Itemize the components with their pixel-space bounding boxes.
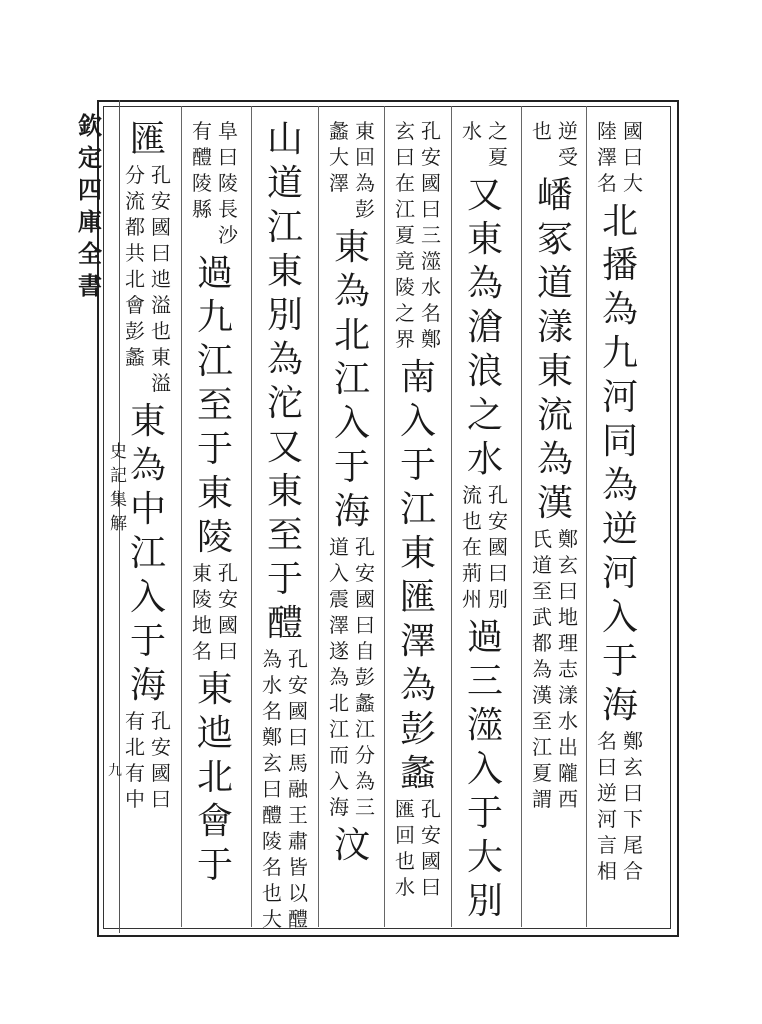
annotation-pair [532,526,578,812]
annotation-right: 孔 安 國 曰 三 澨 水 名 鄭 [421,119,441,351]
annotation-left: 東 陵 地 名 [192,561,212,663]
column-rule [251,106,252,927]
column-rule [586,106,587,927]
annotation-pair [192,118,238,248]
annotation-right: 孔 安 國 曰 [218,561,238,663]
annotation-right: 孔 安 國 曰 [151,709,171,811]
column-rule [318,106,319,927]
main-text: 東 為 中 江 入 于 海 [130,401,167,706]
annotation-pair [262,646,308,932]
annotation-left: 陸 澤 名 [597,119,617,195]
main-text: 匯 [130,119,167,160]
annotation-right: 逆 受 [558,119,578,169]
main-text: 山 道 江 東 別 為 沱 又 東 至 于 醴 [267,119,304,644]
main-text: 過 九 江 至 于 東 陵 [197,253,234,558]
column-rule [451,106,452,927]
annotation-right: 孔 安 國 曰 別 [488,483,508,611]
annotation-right: 鄭 玄 曰 地 理 志 漾 水 出 隴 西 [558,527,578,811]
annotation-pair [395,118,441,352]
annotation-left: 名 曰 逆 河 言 相 [597,729,617,883]
annotation-right: 之 夏 [488,119,508,169]
annotation-pair [125,162,171,396]
annotation-left: 有 醴 陵 縣 [192,119,212,221]
main-text: 汶 [334,825,371,866]
main-text: 南 入 于 江 東 匯 澤 為 彭 蠡 [400,357,437,794]
annotation-right: 東 回 為 彭 [355,119,375,221]
column-rule [181,106,182,927]
annotation-right: 阜 曰 陵 長 沙 [218,119,238,247]
annotation-left: 也 [532,119,552,143]
main-text: 東 為 北 江 入 于 海 [334,227,371,532]
annotation-pair [329,534,375,820]
annotation-pair [462,482,508,612]
main-text: 東 迆 北 會 于 [197,669,234,886]
annotation-right: 國 曰 大 [623,119,643,195]
annotation-right: 鄭 玄 曰 下 尾 合 [623,729,643,883]
annotation-left: 流 也 在 荊 州 [462,483,482,611]
annotation-left: 水 [462,119,482,143]
annotation-pair [192,560,238,664]
margin-page-number: 九 [108,763,122,779]
main-text: 北 播 為 九 河 同 為 逆 河 入 于 海 [602,201,639,726]
annotation-pair [597,118,643,196]
annotation-pair [395,796,441,900]
annotation-left: 氏 道 至 武 都 為 漢 至 江 夏 謂 [532,527,552,811]
annotation-pair [532,118,578,170]
margin-book-name: 史 記 集 解 [110,442,127,534]
annotation-pair [329,118,375,222]
annotation-pair [597,728,643,884]
annotation-left: 蠡 大 澤 [329,119,349,195]
main-text: 過 三 澨 入 于 大 別 [467,617,504,922]
main-text: 又 東 為 滄 浪 之 水 [467,175,504,480]
annotation-right: 孔 安 國 曰 [421,797,441,899]
annotation-right: 孔 安 國 曰 馬 融 王 肅 皆 以 醴 [288,647,308,931]
annotation-pair [125,708,171,812]
annotation-left: 有 北 有 中 [125,709,145,811]
column-rule [521,106,522,927]
annotation-left: 玄 曰 在 江 夏 竟 陵 之 界 [395,119,415,351]
annotation-right: 孔 安 國 曰 自 彭 蠡 江 分 為 三 [355,535,375,819]
margin-title: 欽 定 四 庫 全 書 [78,111,102,300]
annotation-left: 為 水 名 鄭 玄 曰 醴 陵 名 也 大 [262,647,282,931]
annotation-left: 道 入 震 澤 遂 為 北 江 而 入 海 [329,535,349,819]
main-text: 嶓 冢 道 漾 東 流 為 漢 [537,175,574,524]
column-rule [384,106,385,927]
annotation-pair [462,118,508,170]
annotation-left: 分 流 都 共 北 會 彭 蠡 [125,163,145,369]
annotation-left: 匯 回 也 水 [395,797,415,899]
annotation-right: 孔 安 國 曰 迆 溢 也 東 溢 [151,163,171,395]
